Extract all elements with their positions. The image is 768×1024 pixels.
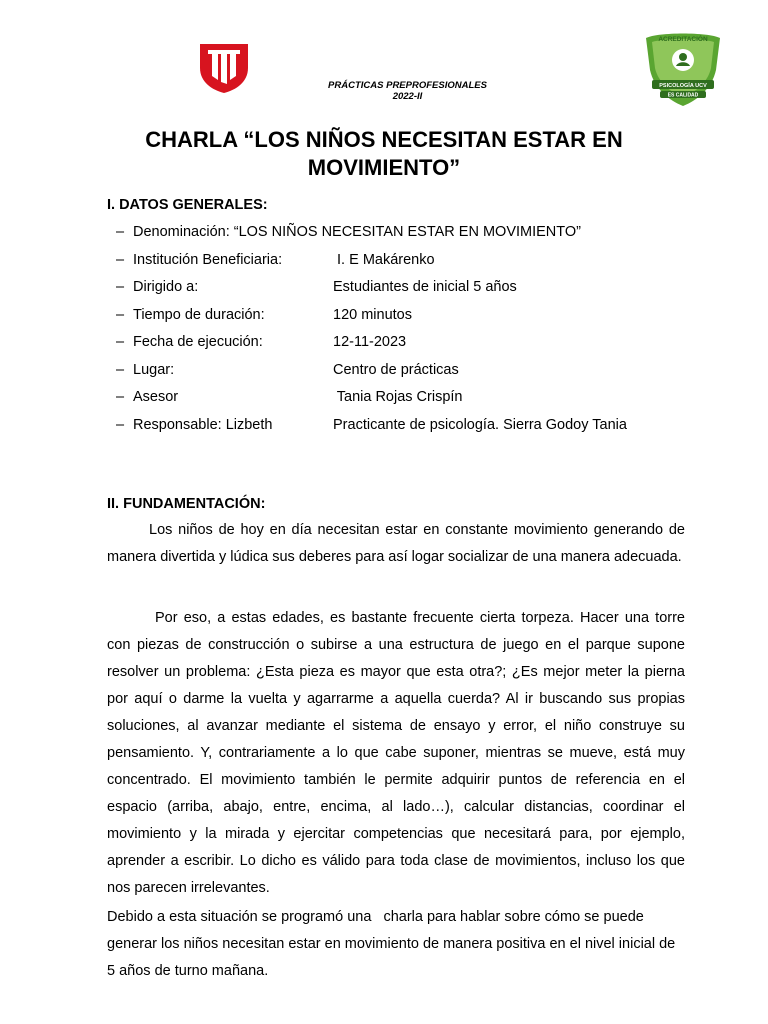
- field-lugar: [116, 361, 676, 389]
- field-value: 12-11-2023: [333, 334, 407, 350]
- field-institucion: [116, 251, 676, 279]
- general-data-list: [116, 223, 676, 443]
- university-shield-logo: [198, 40, 250, 94]
- field-label: Dirigido a:: [133, 279, 199, 295]
- list-dash: –: [116, 279, 125, 295]
- foundation-paragraph-3: Debido a esta situación se programó una charla para hablar sobre cómo se puede generar los niños necesitan estar en movimiento de manera positiva en el nivel inicial de 5 años de turno mañana.: [107, 909, 680, 979]
- section-heading-foundation: II. FUNDAMENTACIÓN:: [107, 496, 266, 512]
- list-dash: –: [116, 224, 125, 240]
- list-dash: –: [116, 251, 125, 268]
- foundation-paragraph-2: Por eso, a estas edades, es bastante frecuente cierta torpeza. Hacer una torre con piezas de construcción o subirse a una estructura de juego en el parque supone resolver un problema: ¿Esta pieza es mayor que esta otra?; ¿Es mejor meter la pierna por aquí o darme la vuelta y agarrarme a aquella cuerda? Al ir buscando sus propias soluciones, al avanzar mediante el sistema de ensayo y error, el niño construye su pensamiento. Y, contrariamente a lo que cabe suponer, mientras se mueve, está muy concentrado. El movimiento también le permite adquirir puntos de referencia en el espacio (arriba, abajo, entre, encima, al lado…), calcular distancias, coordinar el movimiento y la mirada y ejercitar competencias que necesitará para, por ejemplo, aprender a escribir. Lo dicho es válido para toda clase de movimientos, incluso los que nos parecen irrelevantes.: [107, 610, 685, 896]
- field-value: Centro de prácticas: [333, 361, 459, 378]
- field-value: Tania Rojas Crispín: [333, 389, 463, 405]
- field-label: Institución Beneficiaria:: [133, 251, 283, 268]
- list-dash: –: [116, 416, 125, 433]
- field-fecha: [116, 333, 676, 361]
- header-program: PRÁCTICAS PREPROFESIONALES: [328, 80, 487, 91]
- field-label: Denominación: “LOS NIÑOS NECESITAN ESTAR EN MOVIMIENTO”: [133, 224, 581, 240]
- field-responsable: [116, 416, 676, 444]
- field-label: Responsable: Lizbeth: [133, 416, 273, 433]
- badge-bottom-text: ES CALIDAD: [667, 92, 699, 99]
- section-heading-general: I. DATOS GENERALES:: [107, 197, 268, 213]
- field-duracion: [116, 306, 676, 334]
- list-dash: –: [116, 389, 125, 405]
- field-label: Asesor: [133, 389, 179, 405]
- header-period: 2022-II: [392, 91, 423, 102]
- field-label: Tiempo de duración:: [133, 306, 265, 323]
- document-title: CHARLA “LOS NIÑOS NECESITAN ESTAR EN MOVIMIENTO”: [145, 127, 623, 180]
- list-dash: –: [116, 306, 125, 323]
- accreditation-badge-logo: [638, 30, 728, 108]
- list-dash: –: [116, 361, 125, 378]
- field-label: Lugar:: [133, 361, 175, 378]
- field-value: 120 minutos: [333, 306, 412, 323]
- badge-top-text: ACREDITACIÓN: [658, 36, 708, 43]
- field-label: Fecha de ejecución:: [133, 334, 263, 350]
- list-dash: –: [116, 334, 125, 350]
- field-value: I. E Makárenko: [333, 251, 435, 268]
- field-value: Practicante de psicología. Sierra Godoy Tania: [333, 416, 627, 433]
- foundation-paragraph-1: Los niños de hoy en día necesitan estar en constante movimiento generando de manera divertida y lúdica sus deberes para así logar socializar de una manera adecuada.: [107, 522, 685, 565]
- field-dirigido: [116, 278, 676, 306]
- field-denominacion: [116, 223, 676, 251]
- field-value: Estudiantes de inicial 5 años: [333, 279, 517, 295]
- field-asesor: [116, 388, 676, 416]
- badge-mid-text: PSICOLOGÍA UCV: [659, 83, 707, 89]
